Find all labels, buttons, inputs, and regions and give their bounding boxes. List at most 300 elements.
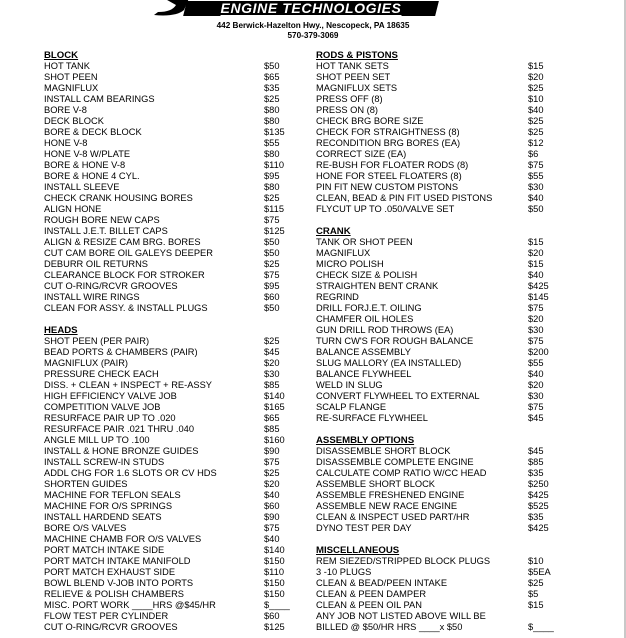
service-price: $90 — [264, 512, 280, 522]
service-name: DEBURR OIL RETURNS — [44, 259, 148, 269]
company-logo — [185, 1, 437, 16]
price-row — [316, 61, 600, 72]
service-name: PIN FIT NEW CUSTOM PISTONS — [316, 182, 459, 192]
price-row — [44, 358, 294, 369]
service-price: $525 — [528, 501, 549, 511]
service-price: $40 — [264, 490, 280, 500]
service-name: CORRECT SIZE (EA) — [316, 149, 407, 159]
price-row — [316, 237, 600, 248]
service-price: $115 — [264, 204, 284, 214]
service-name: SHORTEN GUIDES — [44, 479, 128, 489]
service-price: $10 — [528, 556, 544, 566]
service-name: BOWL BLEND V-JOB INTO PORTS — [44, 578, 194, 588]
price-row — [316, 325, 600, 336]
service-price: $95 — [264, 171, 280, 181]
price-row — [316, 171, 600, 182]
price-row — [44, 94, 294, 105]
service-price: $40 — [264, 534, 280, 544]
service-price: $150 — [264, 578, 285, 588]
service-price: $165 — [264, 402, 285, 412]
service-name: SHOT PEEN SET — [316, 72, 391, 82]
price-row — [316, 501, 600, 512]
section-title: MISCELLANEOUS — [316, 545, 400, 556]
price-row — [316, 259, 600, 270]
price-row — [316, 479, 600, 490]
service-name: CHECK SIZE & POLISH — [316, 270, 418, 280]
price-row — [316, 556, 600, 567]
service-name: RELIEVE & POLISH CHAMBERS — [44, 589, 185, 599]
service-price: $40 — [528, 105, 544, 115]
service-price: $75 — [264, 215, 280, 225]
service-price: $25 — [528, 116, 544, 126]
price-row — [44, 215, 294, 226]
section-title: ASSEMBLY OPTIONS — [316, 435, 415, 446]
service-name: PORT MATCH EXHAUST SIDE — [44, 567, 176, 577]
service-name: RE-BUSH FOR FLOATER RODS (8) — [316, 160, 469, 170]
service-name: SHOT PEEN (PER PAIR) — [44, 336, 150, 346]
service-price: $20 — [528, 248, 544, 258]
service-price: $50 — [264, 61, 280, 71]
service-name: CLEAN & PEEN OIL PAN — [316, 600, 422, 610]
service-name: WELD IN SLUG — [316, 380, 383, 390]
service-price: $50 — [264, 303, 280, 313]
price-row — [44, 160, 294, 171]
service-price: $55 — [264, 138, 280, 148]
service-price: $75 — [528, 402, 544, 412]
service-name: PORT MATCH INTAKE MANIFOLD — [44, 556, 191, 566]
service-price: $125 — [264, 622, 285, 632]
service-price: $425 — [528, 490, 549, 500]
service-name: CLEAN & PEEN DAMPER — [316, 589, 427, 599]
service-name: SLUG MALLORY (EA INSTALLED) — [316, 358, 462, 368]
service-price: $85 — [264, 424, 280, 434]
price-row — [44, 292, 294, 303]
service-price: $50 — [528, 204, 544, 214]
section-assembly-options — [316, 435, 600, 534]
price-row — [44, 523, 294, 534]
service-name: HOT TANK SETS — [316, 61, 389, 71]
section-title: RODS & PISTONS — [316, 50, 398, 61]
price-row — [316, 138, 600, 149]
service-name: BALANCE FLYWHEEL — [316, 369, 412, 379]
service-price: $140 — [264, 391, 285, 401]
price-row — [44, 457, 294, 468]
service-name: SHOT PEEN — [44, 72, 98, 82]
service-price: $150 — [264, 556, 285, 566]
service-name: BORE & DECK BLOCK — [44, 127, 142, 137]
company-name: ENGINE TECHNOLOGIES — [220, 0, 402, 16]
service-price: $15 — [528, 61, 544, 71]
price-row — [316, 523, 600, 534]
service-price: $90 — [264, 446, 280, 456]
price-row — [316, 149, 600, 160]
service-price: $40 — [528, 270, 544, 280]
service-name: CLEAN & BEAD/PEEN INTAKE — [316, 578, 448, 588]
price-row — [44, 556, 294, 567]
service-price: $35 — [528, 468, 544, 478]
price-row — [316, 83, 600, 94]
price-row — [44, 259, 294, 270]
price-row — [44, 226, 294, 237]
service-price: $30 — [264, 369, 280, 379]
service-name: ROUGH BORE NEW CAPS — [44, 215, 160, 225]
price-row — [44, 435, 294, 446]
price-row — [316, 116, 600, 127]
service-name: ANY JOB NOT LISTED ABOVE WILL BE — [316, 611, 486, 621]
service-price: $____ — [264, 600, 290, 610]
price-row — [316, 413, 600, 424]
service-price: $25 — [264, 468, 280, 478]
section-crank — [316, 226, 600, 424]
price-row — [44, 248, 294, 259]
price-row — [44, 479, 294, 490]
service-name: CLEARANCE BLOCK FOR STROKER — [44, 270, 205, 280]
service-price: $125 — [264, 226, 285, 236]
price-row — [316, 391, 600, 402]
service-name: INSTALL SLEEVE — [44, 182, 120, 192]
service-name: INSTALL HARDEND SEATS — [44, 512, 162, 522]
price-row — [44, 512, 294, 523]
service-name: HOT TANK — [44, 61, 90, 71]
service-name: ASSEMBLE SHORT BLOCK — [316, 479, 436, 489]
price-row — [316, 160, 600, 171]
service-name: FLOW TEST PER CYLINDER — [44, 611, 169, 621]
price-row — [316, 204, 600, 215]
service-name: PRESS ON (8) — [316, 105, 378, 115]
service-price: $5EA — [528, 567, 551, 577]
service-name: DISASSEMBLE COMPLETE ENGINE — [316, 457, 474, 467]
service-name: DISS. + CLEAN + INSPECT + RE-ASSY — [44, 380, 213, 390]
service-price: $160 — [264, 435, 285, 445]
service-name: CLEAN, BEAD & PIN FIT USED PISTONS — [316, 193, 493, 203]
price-row — [44, 149, 294, 160]
price-row — [316, 402, 600, 413]
service-name: MACHINE CHAMB FOR O/S VALVES — [44, 534, 202, 544]
header — [0, 0, 626, 44]
service-price: $110 — [264, 160, 284, 170]
service-name: MISC. PORT WORK ____HRS @$45/HR — [44, 600, 216, 610]
service-name: ANGLE MILL UP TO .100 — [44, 435, 150, 445]
price-row — [316, 589, 600, 600]
price-row — [44, 501, 294, 512]
price-row — [316, 512, 600, 523]
service-name: BORE V-8 — [44, 105, 87, 115]
service-price: $60 — [264, 611, 280, 621]
service-price: $25 — [264, 94, 280, 104]
service-name: DISASSEMBLE SHORT BLOCK — [316, 446, 451, 456]
service-name: HONE V-8 — [44, 138, 88, 148]
price-row — [44, 303, 294, 314]
service-price: $80 — [264, 116, 280, 126]
service-name: INSTALL SCREW-IN STUDS — [44, 457, 165, 467]
service-price: $80 — [264, 182, 280, 192]
service-price: $30 — [528, 325, 544, 335]
service-name: PORT MATCH INTAKE SIDE — [44, 545, 165, 555]
service-price: $45 — [264, 347, 280, 357]
service-price: $20 — [528, 380, 544, 390]
service-price: $85 — [264, 380, 280, 390]
price-row — [44, 600, 294, 611]
service-name: ALIGN & RESIZE CAM BRG. BORES — [44, 237, 201, 247]
price-row — [44, 468, 294, 479]
service-price: $25 — [528, 578, 544, 588]
service-name: HONE FOR STEEL FLOATERS (8) — [316, 171, 462, 181]
section-title: BLOCK — [44, 50, 79, 61]
section-block — [44, 50, 294, 314]
service-price: $65 — [264, 72, 280, 82]
price-row — [44, 182, 294, 193]
service-name: INSTALL CAM BEARINGS — [44, 94, 155, 104]
service-price: $65 — [264, 413, 280, 423]
service-name: ASSEMBLE NEW RACE ENGINE — [316, 501, 458, 511]
price-row — [44, 567, 294, 578]
service-price: $75 — [264, 270, 280, 280]
service-name: CONVERT FLYWHEEL TO EXTERNAL — [316, 391, 480, 401]
section-title: CRANK — [316, 226, 351, 237]
service-name: CUT CAM BORE OIL GALEYS DEEPER — [44, 248, 213, 258]
service-price: $145 — [528, 292, 549, 302]
service-name: BALANCE ASSEMBLY — [316, 347, 411, 357]
price-row — [44, 204, 294, 215]
price-row — [44, 490, 294, 501]
service-name: DRILL FORJ.E.T. OILING — [316, 303, 422, 313]
service-price: $80 — [264, 105, 280, 115]
service-name: HONE V-8 W/PLATE — [44, 149, 131, 159]
price-row — [316, 193, 600, 204]
price-row — [316, 468, 600, 479]
service-price: $50 — [264, 237, 280, 247]
service-name: MACHINE FOR O/S SPRINGS — [44, 501, 173, 511]
service-name: 3 -10 PLUGS — [316, 567, 372, 577]
service-price: $12 — [528, 138, 544, 148]
price-row — [316, 622, 600, 633]
price-row — [44, 622, 294, 633]
service-price: $25 — [264, 193, 280, 203]
service-price: $15 — [528, 237, 544, 247]
service-name: ADDL CHG FOR 1.6 SLOTS OR CV HDS — [44, 468, 217, 478]
service-name: RECONDITION BRG BORES (EA) — [316, 138, 461, 148]
service-name: FLYCUT UP TO .050/VALVE SET — [316, 204, 455, 214]
service-name: RE-SURFACE FLYWHEEL — [316, 413, 428, 423]
service-name: CUT O-RING/RCVR GROOVES — [44, 281, 178, 291]
service-name: PRESSURE CHECK EACH — [44, 369, 159, 379]
service-price: $50 — [264, 248, 280, 258]
price-row — [44, 589, 294, 600]
service-name: CLEAN FOR ASSY. & INSTALL PLUGS — [44, 303, 208, 313]
price-row — [44, 237, 294, 248]
service-name: COMPETITION VALVE JOB — [44, 402, 161, 412]
price-row — [44, 83, 294, 94]
service-name: INSTALL & HONE BRONZE GUIDES — [44, 446, 199, 456]
service-name: RESURFACE PAIR UP TO .020 — [44, 413, 176, 423]
service-price: $200 — [528, 347, 549, 357]
service-price: $20 — [528, 72, 544, 82]
service-name: RESURFACE PAIR .021 THRU .040 — [44, 424, 195, 434]
service-price: $85 — [528, 457, 544, 467]
service-price: $40 — [528, 369, 544, 379]
price-row — [316, 446, 600, 457]
price-row — [316, 347, 600, 358]
service-name: TURN CW'S FOR ROUGH BALANCE — [316, 336, 474, 346]
price-row — [44, 391, 294, 402]
service-name: SCALP FLANGE — [316, 402, 387, 412]
service-price: $75 — [528, 303, 544, 313]
price-row — [44, 545, 294, 556]
service-name: ALIGN HONE — [44, 204, 102, 214]
service-name: DYNO TEST PER DAY — [316, 523, 412, 533]
price-row — [316, 578, 600, 589]
service-name: BORE & HONE 4 CYL. — [44, 171, 140, 181]
service-price: $425 — [528, 281, 549, 291]
service-name: ASSEMBLE FRESHENED ENGINE — [316, 490, 465, 500]
service-name: CALCULATE COMP RATIO W/CC HEAD — [316, 468, 487, 478]
service-name: PRESS OFF (8) — [316, 94, 383, 104]
service-price: $95 — [264, 281, 280, 291]
service-price: $20 — [264, 358, 280, 368]
price-row — [316, 369, 600, 380]
service-name: MAGNIFLUX — [44, 83, 99, 93]
left-column — [44, 50, 294, 633]
service-price: $20 — [264, 479, 280, 489]
section-rods-pistons — [316, 50, 600, 215]
price-row — [44, 578, 294, 589]
section-heads — [44, 325, 294, 633]
service-name: REM SIEZED/STRIPPED BLOCK PLUGS — [316, 556, 491, 566]
service-price: $25 — [528, 83, 544, 93]
price-row — [44, 380, 294, 391]
price-row — [316, 611, 600, 622]
price-row — [316, 567, 600, 578]
service-name: MICRO POLISH — [316, 259, 384, 269]
service-price: $15 — [528, 259, 544, 269]
price-row — [316, 380, 600, 391]
price-row — [44, 369, 294, 380]
price-row — [44, 61, 294, 72]
service-price: $15 — [528, 600, 544, 610]
right-column — [316, 50, 600, 633]
price-row — [44, 72, 294, 83]
service-name: DECK BLOCK — [44, 116, 104, 126]
service-price: $60 — [264, 292, 280, 302]
price-row — [316, 314, 600, 325]
service-price: $30 — [528, 182, 544, 192]
service-name: CUT O-RING/RCVR GROOVES — [44, 622, 178, 632]
price-row — [44, 402, 294, 413]
price-row — [316, 105, 600, 116]
service-name: BORE O/S VALVES — [44, 523, 127, 533]
price-row — [316, 281, 600, 292]
price-row — [44, 171, 294, 182]
price-row — [316, 182, 600, 193]
price-row — [44, 446, 294, 457]
price-row — [44, 105, 294, 116]
service-name: CHAMFER OIL HOLES — [316, 314, 414, 324]
service-name: BILLED @ $50/HR HRS ____x $50 — [316, 622, 463, 632]
service-price: $45 — [528, 446, 544, 456]
service-price: $45 — [528, 413, 544, 423]
service-price: $110 — [264, 567, 284, 577]
service-name: CLEAN & INSPECT USED PART/HR — [316, 512, 470, 522]
price-row — [316, 358, 600, 369]
service-price: $250 — [528, 479, 549, 489]
service-price: $25 — [264, 336, 280, 346]
service-name: TANK OR SHOT PEEN — [316, 237, 413, 247]
price-row — [316, 248, 600, 259]
service-price: $35 — [264, 83, 280, 93]
price-row — [316, 270, 600, 281]
service-price: $75 — [264, 457, 280, 467]
service-name: GUN DRILL ROD THROWS (EA) — [316, 325, 454, 335]
service-name: BEAD PORTS & CHAMBERS (PAIR) — [44, 347, 198, 357]
price-row — [44, 534, 294, 545]
price-row — [44, 336, 294, 347]
service-name: CHECK CRANK HOUSING BORES — [44, 193, 193, 203]
price-row — [316, 600, 600, 611]
company-address: 442 Berwick-Hazelton Hwy., Nescopeck, PA 18635 — [216, 21, 410, 30]
service-price: $150 — [264, 589, 285, 599]
service-price: $75 — [528, 160, 544, 170]
service-price: $20 — [528, 314, 544, 324]
service-price: $425 — [528, 523, 549, 533]
price-row — [44, 281, 294, 292]
service-name: MAGNIFLUX SETS — [316, 83, 398, 93]
service-price: $40 — [528, 193, 544, 203]
service-name: REGRIND — [316, 292, 359, 302]
price-row — [316, 72, 600, 83]
price-row — [44, 413, 294, 424]
price-row — [316, 490, 600, 501]
price-row — [316, 94, 600, 105]
service-price: $80 — [264, 149, 280, 159]
service-price: $75 — [264, 523, 280, 533]
service-price: $25 — [264, 259, 280, 269]
price-row — [44, 138, 294, 149]
price-row — [44, 127, 294, 138]
price-row — [44, 193, 294, 204]
price-row — [44, 611, 294, 622]
price-row — [316, 303, 600, 314]
service-price: $140 — [264, 545, 285, 555]
service-price: $75 — [528, 336, 544, 346]
service-name: CHECK FOR STRAIGHTNESS (8) — [316, 127, 460, 137]
service-name: BORE & HONE V-8 — [44, 160, 126, 170]
section-title: HEADS — [44, 325, 78, 336]
company-phone: 570-379-3069 — [287, 31, 339, 40]
service-name: INSTALL WIRE RINGS — [44, 292, 140, 302]
price-row — [316, 336, 600, 347]
service-price: $5 — [528, 589, 539, 599]
service-name: INSTALL J.E.T. BILLET CAPS — [44, 226, 168, 236]
price-row — [316, 457, 600, 468]
service-price: $55 — [528, 358, 544, 368]
service-price: $30 — [528, 391, 544, 401]
price-row — [316, 292, 600, 303]
service-price: $135 — [264, 127, 285, 137]
price-row — [316, 127, 600, 138]
service-price: $10 — [528, 94, 544, 104]
price-row — [44, 270, 294, 281]
service-price: $25 — [528, 127, 544, 137]
service-price: $35 — [528, 512, 544, 522]
service-name: HIGH EFFICIENCY VALVE JOB — [44, 391, 177, 401]
service-name: CHECK BRG BORE SIZE — [316, 116, 424, 126]
price-row — [44, 116, 294, 127]
service-name: MACHINE FOR TEFLON SEALS — [44, 490, 181, 500]
service-price: $60 — [264, 501, 280, 511]
price-row — [44, 424, 294, 435]
service-price: $55 — [528, 171, 544, 181]
service-name: MAGNIFLUX (PAIR) — [44, 358, 129, 368]
